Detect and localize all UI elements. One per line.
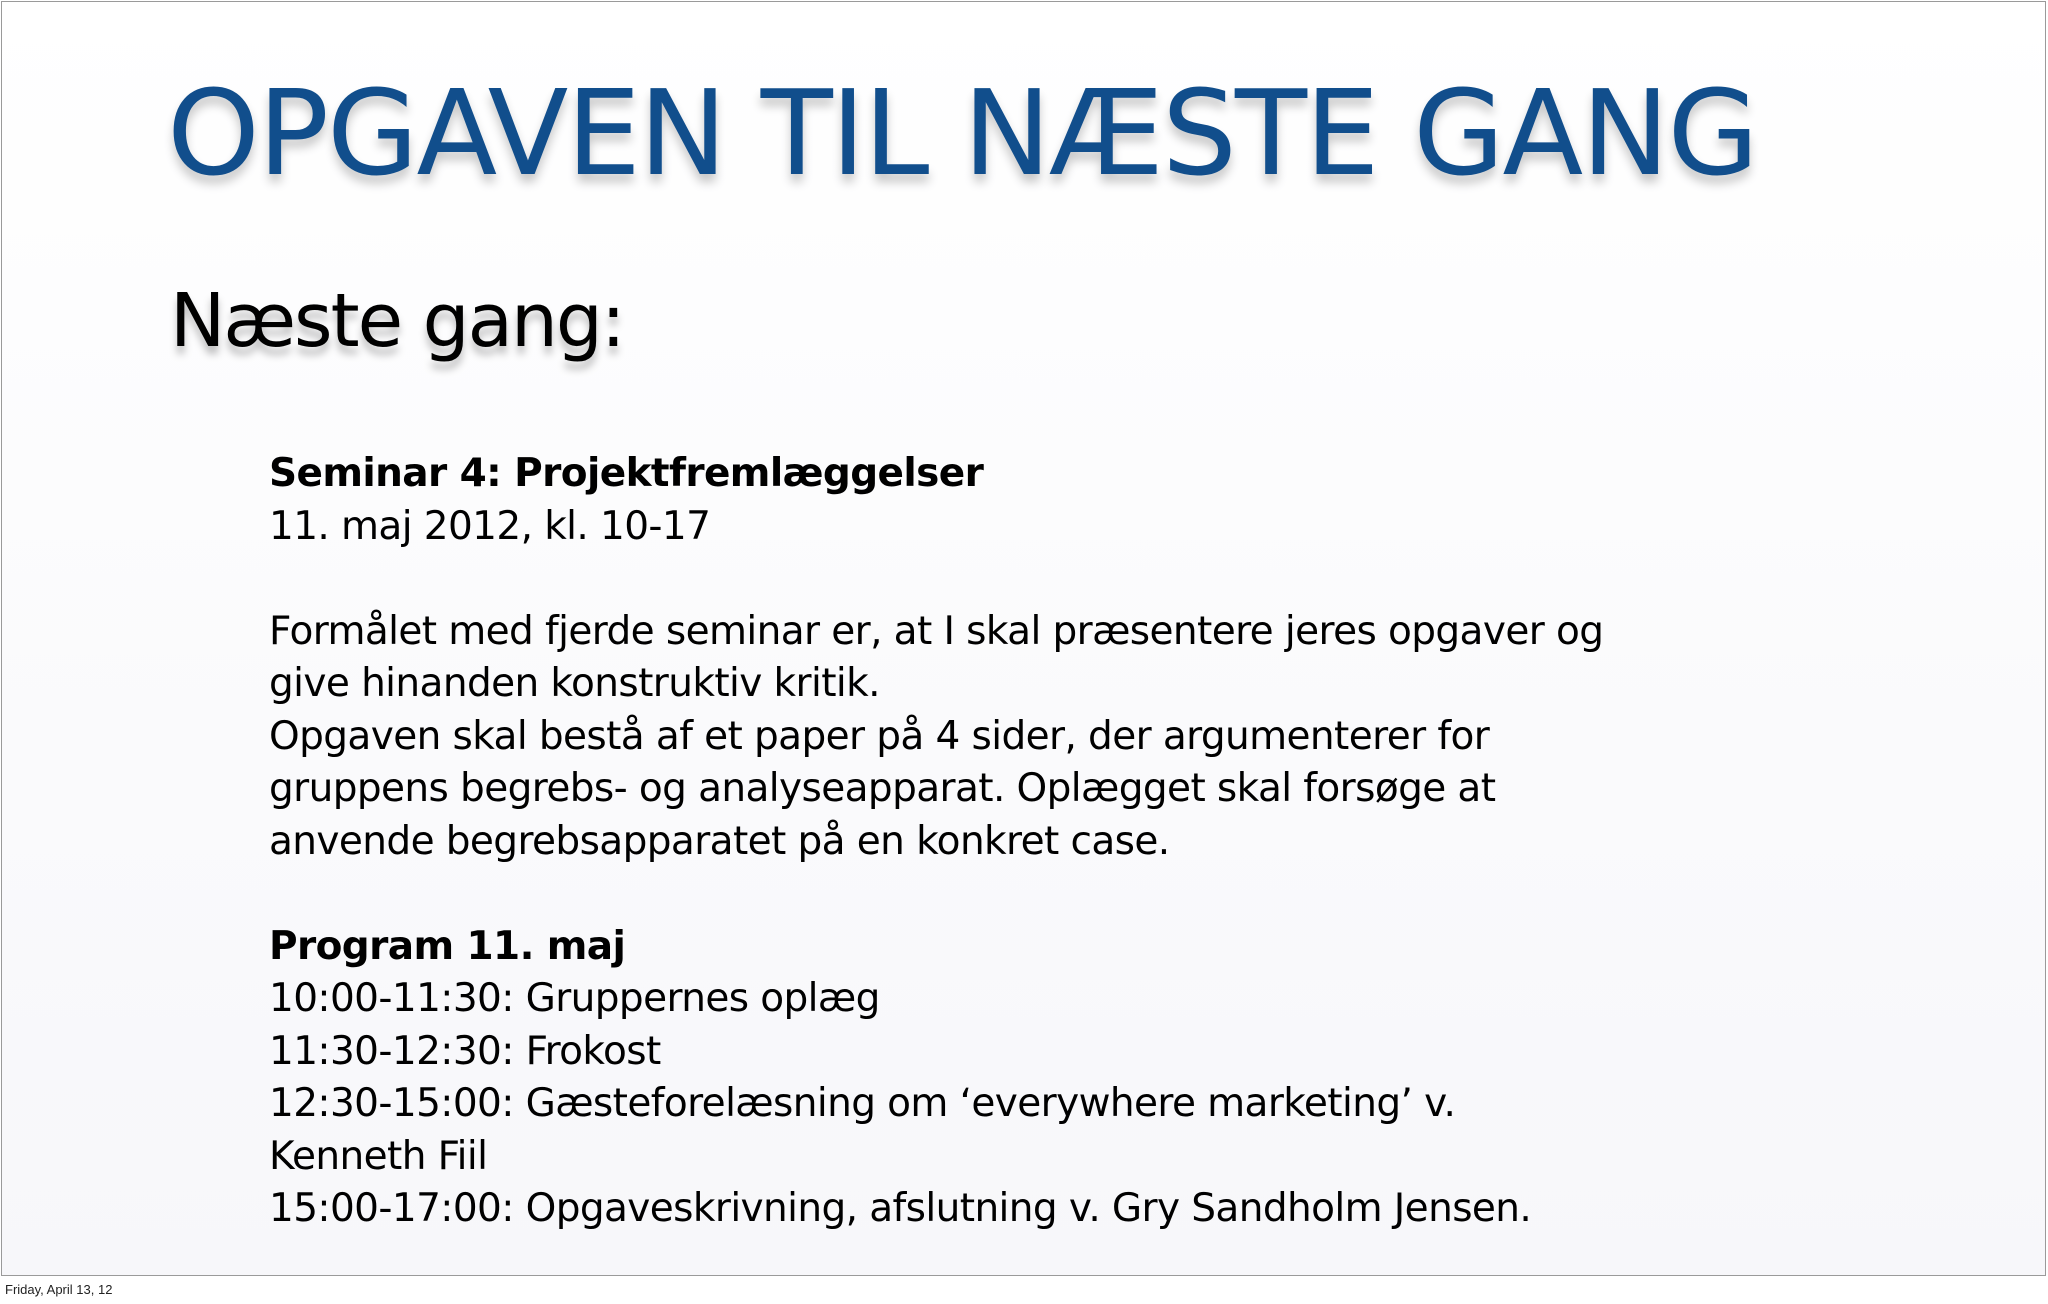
program-line: 11:30-12:30: Frokost [269,1028,661,1074]
seminar-heading: Seminar 4: Projektfremlæggelser [269,451,984,496]
program-line: 12:30-15:00: Gæsteforelæsning om ‘everywhere marketing’ v. [269,1081,1456,1126]
purpose-line: Opgaven skal bestå af et paper på 4 sider, der argumenterer for [269,713,1490,759]
slide-title: OPGAVEN TIL NÆSTE GANG [167,64,1757,202]
slide [1,1,2046,1276]
purpose-line: Formålet med fjerde seminar er, at I skal præsentere jeres opgaver og [269,608,1604,654]
footer-date: Friday, April 13, 12 [5,1282,113,1297]
purpose-line: anvende begrebsapparatet på en konkret case. [269,818,1170,864]
program-heading: Program 11. maj [269,923,626,969]
program-line: Kenneth Fiil [269,1133,488,1179]
seminar-date: 11. maj 2012, kl. 10-17 [269,503,711,549]
purpose-line: gruppens begrebs- og analyseapparat. Oplægget skal forsøge at [269,766,1496,811]
purpose-line: give hinanden konstruktiv kritik. [269,661,880,706]
slide-body [269,448,1769,1236]
program-line: 15:00-17:00: Opgaveskrivning, afslutning v. Gry Sandholm Jensen. [269,1186,1532,1231]
program-line: 10:00-11:30: Gruppernes oplæg [269,976,880,1021]
spacer [269,868,1769,921]
slide-subtitle: Næste gang: [170,278,624,364]
spacer [269,553,1769,606]
